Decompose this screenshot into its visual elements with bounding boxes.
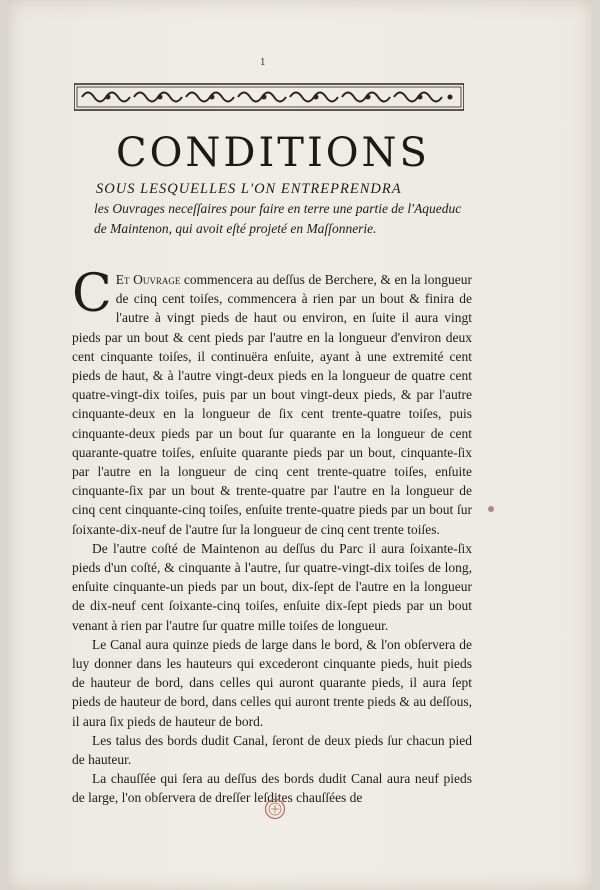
page-number: 1 <box>260 58 266 68</box>
drop-cap: C <box>72 264 112 324</box>
subtitle-rest: les Ouvrages neceſſaires pour faire en terre une partie de l'Aqueduc de Maintenon, qui avoit eſté projeté en Maſſonnerie. <box>94 201 462 236</box>
page-title: CONDITIONS <box>116 130 430 176</box>
paragraph-1-lead: Et Ouvrage <box>115 272 181 287</box>
paragraph-2: De l'autre coſté de Maintenon au deſſus du Parc il aura ſoixante-ſix pieds d'un coſté, & cinquante à l'autre, ſur quatre-vingt-dix toiſes de long, enſuite cinquante-un pieds par un bout, dix-ſept de l'autre en la longueur de dix-neuf cent ſoixante-cinq toiſes, enſuite dix-ſept pieds par un bout venant à rien par l'autre ſur quatre mille toiſes de longueur. <box>72 540 472 633</box>
paragraph-4: Les talus des bords dudit Canal, ſeront de deux pieds ſur chacun pied de hauteur. <box>72 732 472 768</box>
paragraph-1 <box>72 264 473 539</box>
ink-spot <box>488 506 494 512</box>
subtitle-lead: SOUS LESQUELLES L'ON ENTREPRENDRA <box>96 181 402 197</box>
paragraph-3: Le Canal aura quinze pieds de large dans le bord, & l'on obſervera de luy donner dans les hauteurs qui excederont cinquante pieds, huit pieds de hauteur de bord, dans celles qui auront quarante pieds, il aura ſept pieds de hauteur de bord, dans celles qui auront trente pieds & au deſſous, il aura ſix pieds de hauteur de bord. <box>72 636 472 729</box>
subtitle <box>94 179 466 239</box>
paragraph-5: La chauſſée qui ſera au deſſus des bords dudit Canal aura neuf pieds de large, l'on obſervera de dreſſer leſdites chauſſées de <box>72 771 472 806</box>
document-body <box>72 264 473 808</box>
paragraph-1-text: commencera au deſſus de Berchere, & en la longueur de cinq cent toiſes, commencera à rien par un bout & finira de l'autre à vingt pieds de haut ou environ, en ſuite il aura vingt pieds par un bout & cent pieds par l'autre en la longueur d'environ deux cent cinquante toiſes, il continuëra enſuite, ayant à une extremité cent pieds de haut, & à l'autre vingt-deux pieds en la longueur de quatre cent quatre-vingt-dix toiſes, puis par un bout vingt-deux pieds, & par l'autre cinquante-deux en la longueur de ſix cent trente-quatre toiſes, puis cinquante-deux pieds par un bout ſur quarante en la longueur de cent quarante-quatre toiſes, enſuite quarante pieds par un bout, cinquante-ſix par l'autre en la longueur de cinq cent trente-quatre toiſes, enſuite cinquante-ſix par un bout & trente-quatre par l'autre en la longueur de cinq cent cinquante-cinq toiſes, enſuite trente-quatre pieds par un bout ſur ſoixante-dix-neuf de l'autre ſur la longueur de cinq cent trente toiſes. <box>72 272 473 537</box>
library-stamp-icon <box>264 798 286 820</box>
decorative-header-band <box>74 82 464 112</box>
document-page <box>8 0 592 890</box>
